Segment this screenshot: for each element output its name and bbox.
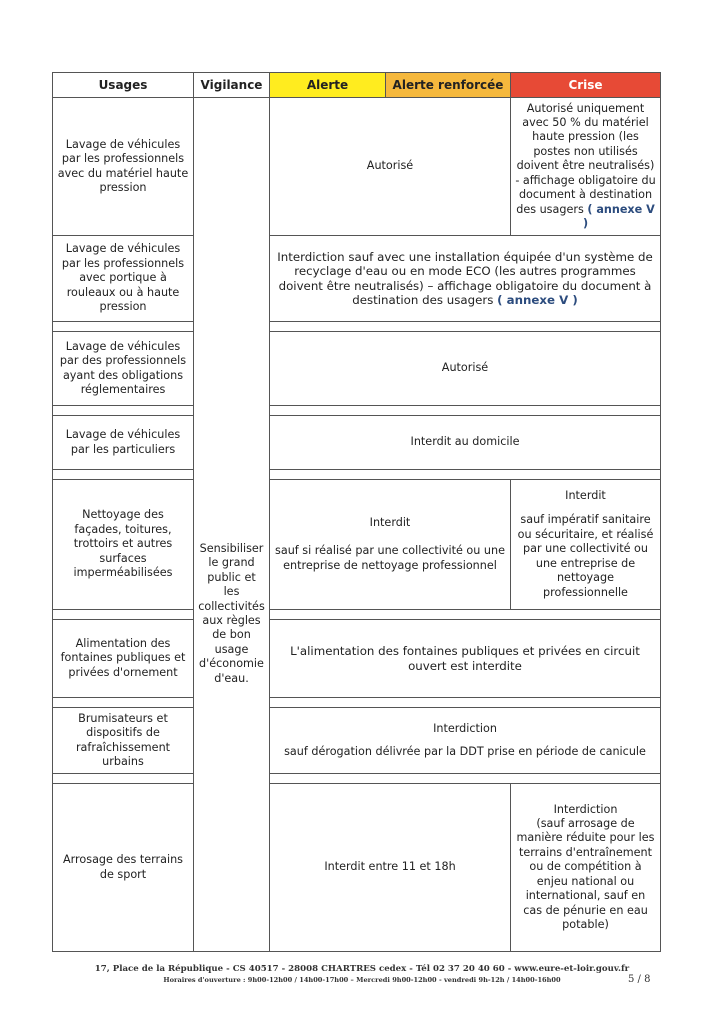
table-row	[53, 236, 661, 322]
alert-title: Interdit	[369, 515, 411, 529]
crise-cell	[511, 784, 661, 952]
footer-hours: Horaires d'ouverture : 9h00-12h00 / 14h00-17h00 – Mercredi 9h00-12h00 - vendredi 9h-12h / 14h00-16h00	[163, 976, 561, 984]
all-levels-detail: sauf dérogation délivrée par la DDT prise en période de canicule	[284, 744, 646, 758]
alert-detail: sauf si réalisé par une collectivité ou une entreprise de nettoyage professionnel	[275, 544, 505, 572]
annexe-link[interactable]: ( annexe V )	[582, 202, 655, 230]
page-number: 5 / 8	[628, 974, 651, 985]
header-vigilance: Vigilance	[194, 73, 270, 98]
vigilance-cell: Sensibiliser le grand public et les collectivités aux règles de bon usage d'économie d'eau.	[194, 98, 270, 952]
footer-address: 17, Place de la République - CS 40517 - 28008 CHARTRES cedex - Tél 02 37 20 40 60 - www.eure-et-loir.gouv.fr	[94, 964, 630, 974]
usage-cell: Alimentation des fontaines publiques et privées d'ornement	[53, 620, 194, 698]
header-row	[53, 73, 661, 98]
usage-cell: Arrosage des terrains de sport	[53, 784, 194, 952]
usage-cell: Brumisateurs et dispositifs de rafraîchissement urbains	[53, 708, 194, 774]
table-row	[53, 98, 661, 236]
usage-cell: Lavage de véhicules par les particuliers	[53, 416, 194, 470]
table-row	[53, 784, 661, 952]
table-row	[53, 708, 661, 774]
alert-cell	[270, 480, 511, 610]
table-row	[53, 416, 661, 470]
all-levels-cell: Autorisé	[270, 332, 661, 406]
all-levels-text: Interdiction sauf avec une installation équipée d'un système de recyclage d'eau ou en mode ECO (les autres programmes doivent être neutralisés) – affichage obligatoire du document à destination des usagers	[277, 249, 653, 307]
header-alerte-renforcee: Alerte renforcée	[386, 73, 511, 98]
all-levels-title: Interdiction	[433, 722, 497, 736]
usage-cell: Lavage de véhicules par les professionnels avec portique à rouleaux ou à haute pression	[53, 236, 194, 322]
crise-title: Interdit	[565, 489, 606, 503]
crise-cell	[511, 480, 661, 610]
crise-cell	[511, 98, 661, 236]
all-levels-cell: Interdit au domicile	[270, 416, 661, 470]
crise-detail: sauf impératif sanitaire ou sécuritaire, et réalisé par une collectivité ou une entreprise de nettoyage professionnelle	[517, 513, 654, 599]
crise-detail: (sauf arrosage de manière réduite pour les terrains d'entraînement ou de compétition à enjeu national ou international, sauf en cas de pénurie en eau potable)	[516, 817, 655, 931]
table-row	[53, 480, 661, 610]
header-alerte: Alerte	[270, 73, 386, 98]
restrictions-table	[52, 72, 661, 952]
all-levels-cell: L'alimentation des fontaines publiques et privées en circuit ouvert est interdite	[270, 620, 661, 698]
annexe-link[interactable]: ( annexe V )	[497, 292, 578, 307]
crise-title: Interdiction	[553, 802, 618, 816]
crise-text: Autorisé uniquement avec 50 % du matériel haute pression (les postes non utilisés doivent être neutralisés) - affichage obligatoire du document à destination des usagers	[515, 101, 656, 216]
alert-cell: Autorisé	[270, 98, 511, 236]
header-crise: Crise	[511, 73, 661, 98]
header-usages: Usages	[53, 73, 194, 98]
usage-cell: Lavage de véhicules par les professionnels avec du matériel haute pression	[53, 98, 194, 236]
all-levels-cell	[270, 708, 661, 774]
table-row	[53, 620, 661, 698]
table-row	[53, 332, 661, 406]
usage-cell: Lavage de véhicules par des professionnels ayant des obligations réglementaires	[53, 332, 194, 406]
all-levels-cell	[270, 236, 661, 322]
usage-cell: Nettoyage des façades, toitures, trottoirs et autres surfaces imperméabilisées	[53, 480, 194, 610]
alert-cell: Interdit entre 11 et 18h	[270, 784, 511, 952]
